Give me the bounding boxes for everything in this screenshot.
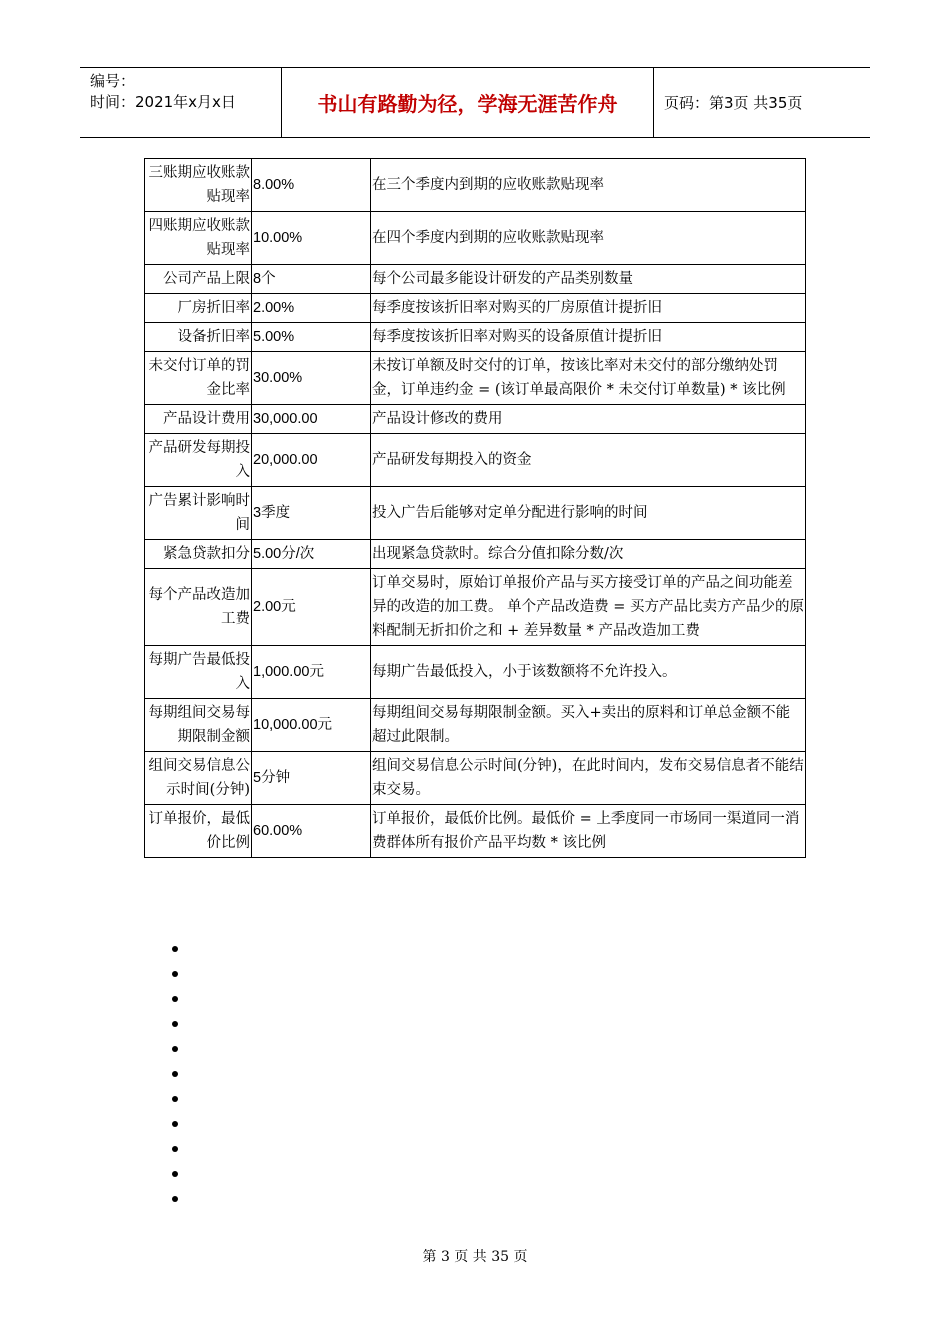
- parameter-table: [144, 158, 806, 858]
- param-name-cell: 每期广告最低投入: [145, 646, 252, 699]
- param-name-cell: 每期组间交易每期限制金额: [145, 699, 252, 752]
- time-label: 时间：2021年x月x日: [90, 93, 236, 111]
- table-row: [145, 434, 806, 487]
- param-value-cell: 2.00%: [252, 294, 371, 323]
- param-name-cell: 紧急贷款扣分: [145, 540, 252, 569]
- param-name-cell: 订单报价，最低价比例: [145, 805, 252, 858]
- param-value-cell: 8个: [252, 265, 371, 294]
- param-description-cell: 每季度按该折旧率对购买的设备原值计提折旧: [371, 323, 806, 352]
- param-name-cell: 组间交易信息公示时间(分钟): [145, 752, 252, 805]
- param-value-cell: 10,000.00元: [252, 699, 371, 752]
- table-row: [145, 405, 806, 434]
- param-description-cell: 产品研发每期投入的资金: [371, 434, 806, 487]
- param-value-cell: 2.00元: [252, 569, 371, 646]
- table-row: [145, 805, 806, 858]
- header-divider: [653, 68, 654, 137]
- header-page-info: 页码：第3页 共35页: [664, 94, 803, 112]
- table-row: [145, 159, 806, 212]
- table-row: [145, 323, 806, 352]
- table-row: [145, 569, 806, 646]
- param-description-cell: 组间交易信息公示时间(分钟)，在此时间内，发布交易信息者不能结束交易。: [371, 752, 806, 805]
- param-value-cell: 1,000.00元: [252, 646, 371, 699]
- param-value-cell: 60.00%: [252, 805, 371, 858]
- header-motto: 书山有路勤为径，学海无涯苦作舟: [317, 92, 618, 116]
- table-row: [145, 752, 806, 805]
- param-name-cell: 四账期应收账款贴现率: [145, 212, 252, 265]
- param-value-cell: 3季度: [252, 487, 371, 540]
- table-row: [145, 646, 806, 699]
- param-value-cell: 20,000.00: [252, 434, 371, 487]
- serial-label: 编号：: [90, 72, 136, 90]
- param-description-cell: 产品设计修改的费用: [371, 405, 806, 434]
- param-description-cell: 在三个季度内到期的应收账款贴现率: [371, 159, 806, 212]
- table-row: [145, 265, 806, 294]
- table-row: [145, 699, 806, 752]
- param-name-cell: 未交付订单的罚金比率: [145, 352, 252, 405]
- page-footer: 第 3 页 共 35 页: [422, 1249, 528, 1265]
- param-description-cell: 每季度按该折旧率对购买的厂房原值计提折旧: [371, 294, 806, 323]
- param-description-cell: 在四个季度内到期的应收账款贴现率: [371, 212, 806, 265]
- param-name-cell: 产品研发每期投入: [145, 434, 252, 487]
- table-row: [145, 212, 806, 265]
- param-name-cell: 三账期应收账款贴现率: [145, 159, 252, 212]
- param-name-cell: 厂房折旧率: [145, 294, 252, 323]
- param-description-cell: 每个公司最多能设计研发的产品类别数量: [371, 265, 806, 294]
- param-value-cell: 5.00%: [252, 323, 371, 352]
- param-description-cell: 出现紧急贷款时。综合分值扣除分数/次: [371, 540, 806, 569]
- param-description-cell: 投入广告后能够对定单分配进行影响的时间: [371, 487, 806, 540]
- param-description-cell: 订单报价，最低价比例。最低价 = 上季度同一市场同一渠道同一消费群体所有报价产品平均数 * 该比例: [371, 805, 806, 858]
- param-description-cell: 每期广告最低投入，小于该数额将不允许投入。: [371, 646, 806, 699]
- param-value-cell: 30.00%: [252, 352, 371, 405]
- param-value-cell: 30,000.00: [252, 405, 371, 434]
- param-name-cell: 每个产品改造加工费: [145, 569, 252, 646]
- param-name-cell: 产品设计费用: [145, 405, 252, 434]
- table-row: [145, 540, 806, 569]
- param-description-cell: 每期组间交易每期限制金额。买入+卖出的原料和订单总金额不能超过此限制。: [371, 699, 806, 752]
- param-name-cell: 设备折旧率: [145, 323, 252, 352]
- table-row: [145, 294, 806, 323]
- param-name-cell: 公司产品上限: [145, 265, 252, 294]
- param-description-cell: 订单交易时，原始订单报价产品与买方接受订单的产品之间功能差异的改造的加工费。 单个产品改造费 = 买方产品比卖方产品少的原料配制无折扣价之和 + 差异数量 * 产品改造加工费: [371, 569, 806, 646]
- param-value-cell: 10.00%: [252, 212, 371, 265]
- table-row: [145, 352, 806, 405]
- header-left: [90, 71, 280, 113]
- param-value-cell: 5分钟: [252, 752, 371, 805]
- param-description-cell: 未按订单额及时交付的订单，按该比率对未交付的部分缴纳处罚金，订单违约金 = (该订单最高限价 * 未交付订单数量) * 该比例: [371, 352, 806, 405]
- param-name-cell: 广告累计影响时间: [145, 487, 252, 540]
- table-row: [145, 487, 806, 540]
- page-header: [80, 67, 870, 138]
- param-value-cell: 5.00分/次: [252, 540, 371, 569]
- param-value-cell: 8.00%: [252, 159, 371, 212]
